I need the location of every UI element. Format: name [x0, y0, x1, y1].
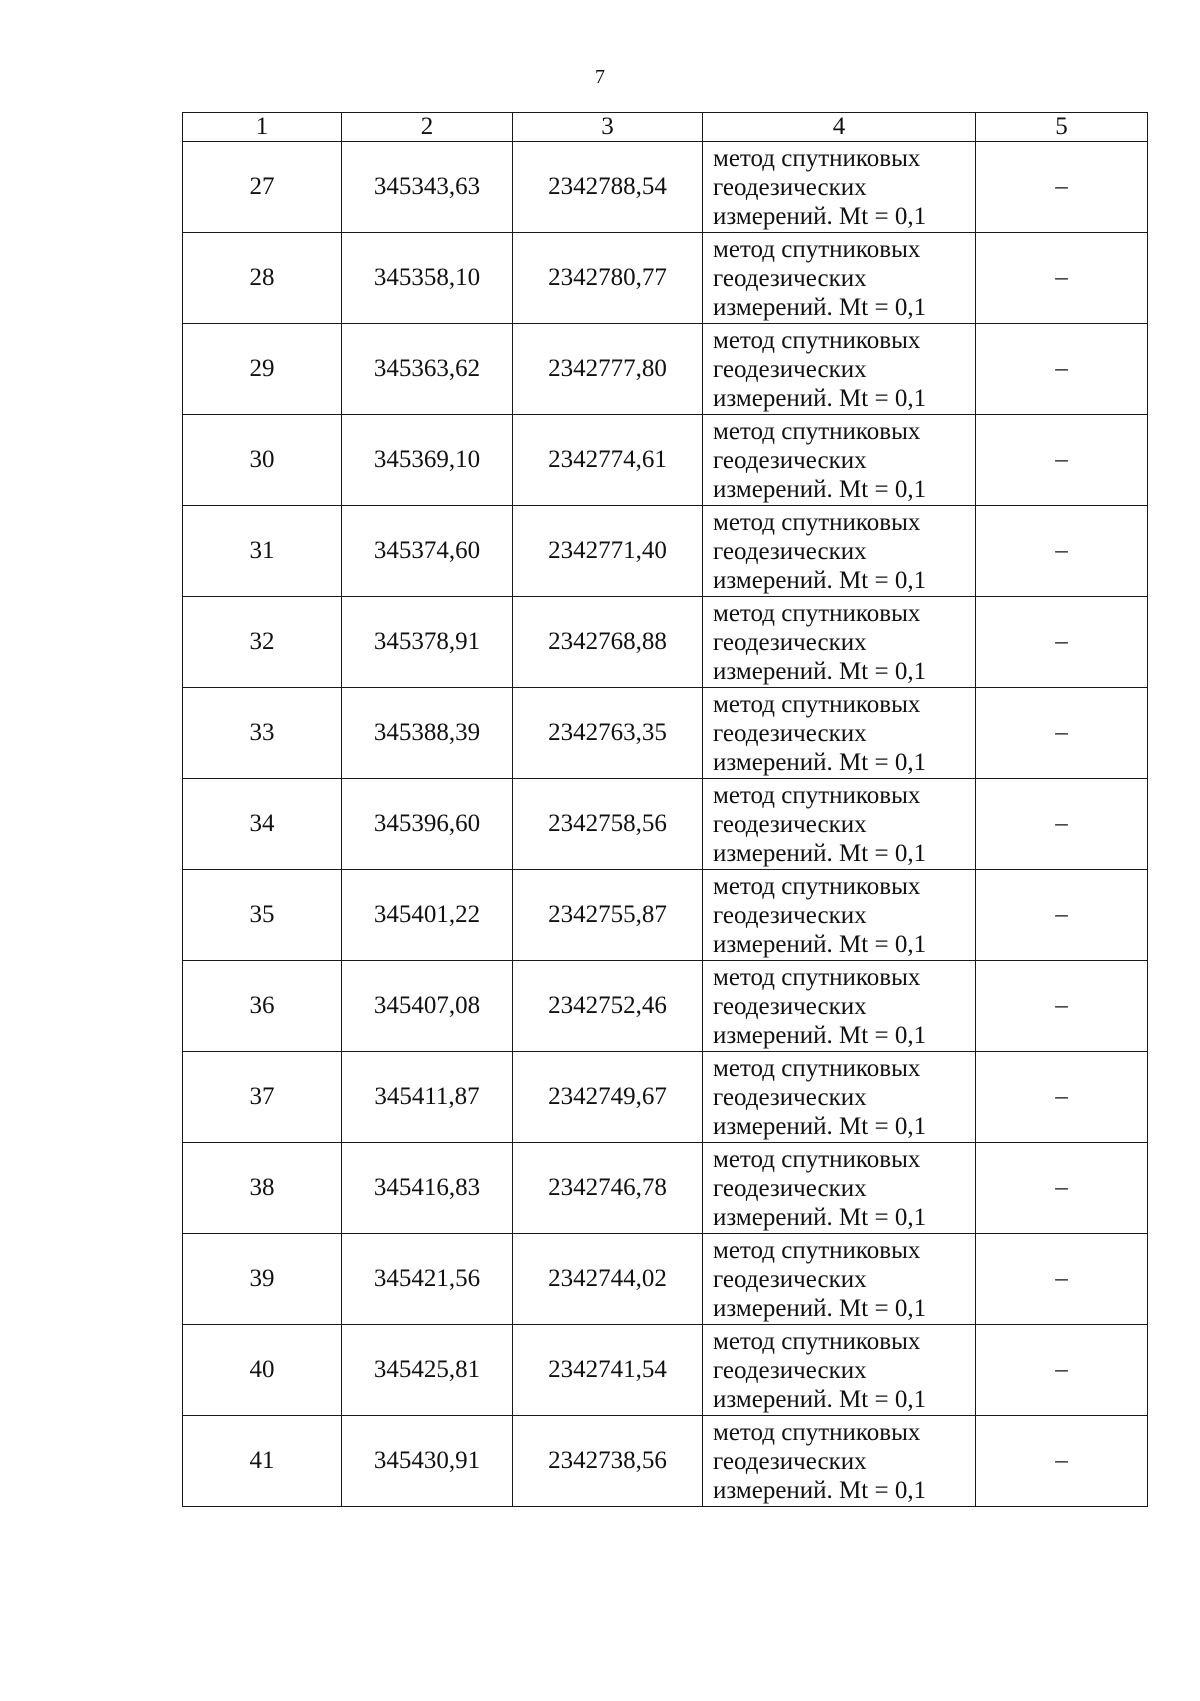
y-coordinate-cell: 2342744,02 [513, 1234, 703, 1325]
note-cell: – [976, 415, 1148, 506]
method-line: геодезических [713, 537, 867, 565]
method-line: метод спутниковых [713, 872, 921, 900]
method-line: измерений. Mt = 0,1 [713, 475, 927, 503]
header-col-3: 3 [513, 113, 703, 142]
y-coordinate-cell: 2342780,77 [513, 233, 703, 324]
method-line: измерений. Mt = 0,1 [713, 384, 927, 412]
point-number-cell: 30 [183, 415, 342, 506]
table-row [183, 1416, 1148, 1507]
point-number-cell: 32 [183, 597, 342, 688]
x-coordinate-cell: 345396,60 [342, 779, 513, 870]
point-number-cell: 27 [183, 142, 342, 233]
method-line: метод спутниковых [713, 1145, 921, 1173]
point-number-cell: 41 [183, 1416, 342, 1507]
note-cell: – [976, 506, 1148, 597]
note-cell: – [976, 324, 1148, 415]
method-line: измерений. Mt = 0,1 [713, 748, 927, 776]
table-row [183, 961, 1148, 1052]
header-col-2: 2 [342, 113, 513, 142]
method-line: геодезических [713, 1356, 867, 1384]
table-body [183, 142, 1148, 1507]
y-coordinate-cell: 2342768,88 [513, 597, 703, 688]
method-line: измерений. Mt = 0,1 [713, 930, 927, 958]
y-coordinate-cell: 2342774,61 [513, 415, 703, 506]
header-col-5: 5 [976, 113, 1148, 142]
method-line: метод спутниковых [713, 1418, 921, 1446]
note-cell: – [976, 142, 1148, 233]
y-coordinate-cell: 2342738,56 [513, 1416, 703, 1507]
x-coordinate-cell: 345388,39 [342, 688, 513, 779]
header-col-1: 1 [183, 113, 342, 142]
point-number-cell: 37 [183, 1052, 342, 1143]
method-line: геодезических [713, 1174, 867, 1202]
method-line: метод спутниковых [713, 417, 921, 445]
x-coordinate-cell: 345363,62 [342, 324, 513, 415]
note-cell: – [976, 1052, 1148, 1143]
point-number-cell: 28 [183, 233, 342, 324]
point-number-cell: 36 [183, 961, 342, 1052]
table-row [183, 1325, 1148, 1416]
y-coordinate-cell: 2342771,40 [513, 506, 703, 597]
method-line: измерений. Mt = 0,1 [713, 839, 927, 867]
x-coordinate-cell: 345425,81 [342, 1325, 513, 1416]
table-row [183, 142, 1148, 233]
page-number: 7 [595, 66, 605, 88]
method-line: метод спутниковых [713, 326, 921, 354]
method-line: измерений. Mt = 0,1 [713, 566, 927, 594]
point-number-cell: 33 [183, 688, 342, 779]
note-cell: – [976, 1143, 1148, 1234]
method-line: измерений. Mt = 0,1 [713, 1476, 927, 1504]
note-cell: – [976, 1416, 1148, 1507]
method-line: метод спутниковых [713, 599, 921, 627]
method-line: измерений. Mt = 0,1 [713, 1203, 927, 1231]
method-cell [703, 506, 976, 597]
table-row [183, 324, 1148, 415]
method-line: измерений. Mt = 0,1 [713, 1021, 927, 1049]
method-cell [703, 1052, 976, 1143]
point-number-cell: 34 [183, 779, 342, 870]
method-line: метод спутниковых [713, 1236, 921, 1264]
coordinates-table [182, 112, 1148, 1507]
table-row [183, 415, 1148, 506]
table-row [183, 870, 1148, 961]
table-row [183, 1234, 1148, 1325]
method-line: геодезических [713, 264, 867, 292]
method-line: геодезических [713, 355, 867, 383]
method-line: геодезических [713, 810, 867, 838]
x-coordinate-cell: 345358,10 [342, 233, 513, 324]
method-line: метод спутниковых [713, 781, 921, 809]
method-line: метод спутниковых [713, 963, 921, 991]
method-line: метод спутниковых [713, 144, 921, 172]
method-cell [703, 1234, 976, 1325]
point-number-cell: 29 [183, 324, 342, 415]
method-line: геодезических [713, 1083, 867, 1111]
method-cell [703, 779, 976, 870]
point-number-cell: 35 [183, 870, 342, 961]
method-line: измерений. Mt = 0,1 [713, 293, 927, 321]
y-coordinate-cell: 2342758,56 [513, 779, 703, 870]
method-line: геодезических [713, 901, 867, 929]
table-row [183, 1143, 1148, 1234]
method-line: измерений. Mt = 0,1 [713, 202, 927, 230]
point-number-cell: 39 [183, 1234, 342, 1325]
x-coordinate-cell: 345369,10 [342, 415, 513, 506]
method-line: метод спутниковых [713, 508, 921, 536]
note-cell: – [976, 688, 1148, 779]
table-row [183, 688, 1148, 779]
note-cell: – [976, 961, 1148, 1052]
table-row [183, 597, 1148, 688]
method-line: метод спутниковых [713, 690, 921, 718]
table-row [183, 1052, 1148, 1143]
table-row [183, 506, 1148, 597]
x-coordinate-cell: 345401,22 [342, 870, 513, 961]
y-coordinate-cell: 2342777,80 [513, 324, 703, 415]
method-line: измерений. Mt = 0,1 [713, 1112, 927, 1140]
y-coordinate-cell: 2342755,87 [513, 870, 703, 961]
method-cell [703, 1325, 976, 1416]
y-coordinate-cell: 2342763,35 [513, 688, 703, 779]
y-coordinate-cell: 2342749,67 [513, 1052, 703, 1143]
y-coordinate-cell: 2342752,46 [513, 961, 703, 1052]
method-line: геодезических [713, 719, 867, 747]
method-cell [703, 233, 976, 324]
method-cell [703, 1143, 976, 1234]
method-line: геодезических [713, 1447, 867, 1475]
point-number-cell: 31 [183, 506, 342, 597]
point-number-cell: 38 [183, 1143, 342, 1234]
header-col-4: 4 [703, 113, 976, 142]
note-cell: – [976, 1325, 1148, 1416]
note-cell: – [976, 597, 1148, 688]
method-cell [703, 324, 976, 415]
y-coordinate-cell: 2342788,54 [513, 142, 703, 233]
x-coordinate-cell: 345430,91 [342, 1416, 513, 1507]
note-cell: – [976, 1234, 1148, 1325]
method-cell [703, 1416, 976, 1507]
method-line: геодезических [713, 446, 867, 474]
method-cell [703, 688, 976, 779]
point-number-cell: 40 [183, 1325, 342, 1416]
y-coordinate-cell: 2342741,54 [513, 1325, 703, 1416]
method-line: геодезических [713, 992, 867, 1020]
note-cell: – [976, 233, 1148, 324]
method-cell [703, 597, 976, 688]
method-line: метод спутниковых [713, 235, 921, 263]
method-line: метод спутниковых [713, 1327, 921, 1355]
method-cell [703, 415, 976, 506]
method-cell [703, 142, 976, 233]
method-line: геодезических [713, 173, 867, 201]
x-coordinate-cell: 345378,91 [342, 597, 513, 688]
table-row [183, 779, 1148, 870]
x-coordinate-cell: 345411,87 [342, 1052, 513, 1143]
x-coordinate-cell: 345407,08 [342, 961, 513, 1052]
method-line: измерений. Mt = 0,1 [713, 1385, 927, 1413]
table-header [183, 113, 1148, 142]
x-coordinate-cell: 345421,56 [342, 1234, 513, 1325]
method-cell [703, 961, 976, 1052]
y-coordinate-cell: 2342746,78 [513, 1143, 703, 1234]
x-coordinate-cell: 345343,63 [342, 142, 513, 233]
header-row [183, 113, 1148, 142]
x-coordinate-cell: 345416,83 [342, 1143, 513, 1234]
x-coordinate-cell: 345374,60 [342, 506, 513, 597]
method-line: измерений. Mt = 0,1 [713, 657, 927, 685]
note-cell: – [976, 870, 1148, 961]
method-line: геодезических [713, 1265, 867, 1293]
method-line: метод спутниковых [713, 1054, 921, 1082]
method-line: геодезических [713, 628, 867, 656]
table-row [183, 233, 1148, 324]
method-line: измерений. Mt = 0,1 [713, 1294, 927, 1322]
method-cell [703, 870, 976, 961]
note-cell: – [976, 779, 1148, 870]
